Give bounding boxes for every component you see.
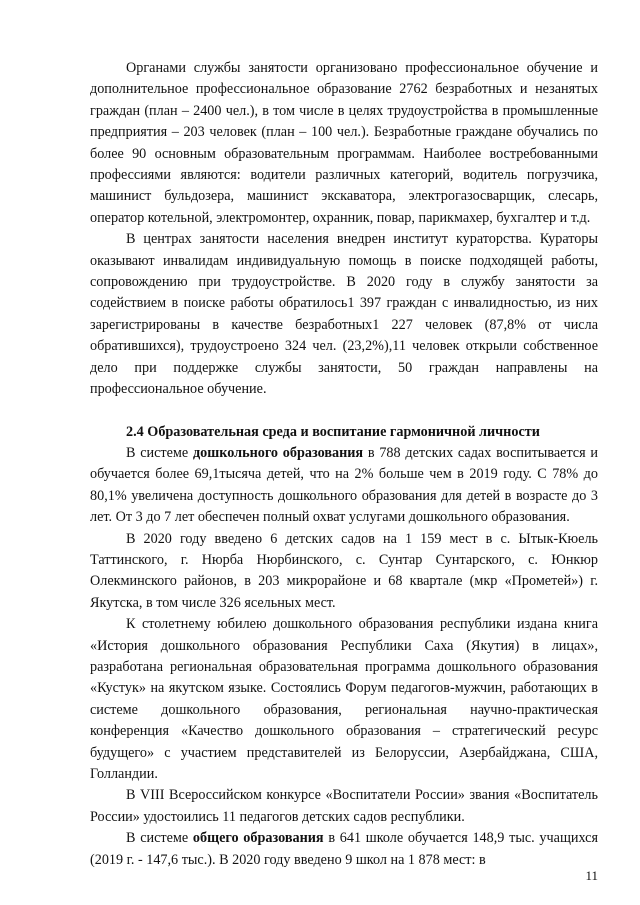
paragraph-employment-training: Органами службы занятости организовано профессиональное обучение и дополнительное профессиональное образование 2762 безработных и незанятых граждан (план – 2400 чел.), в том числе в целях трудоустройства в промышленные предприятия – 203 человек (план – 100 чел.). Безработные граждане обучались по более 90 основным образовательным программам. Наиболее востребованными профессиями являются: водители различных категорий, водитель погрузчика, машинист бульдозера, машинист экскаватора, электрогазосварщик, слесарь, оператор котельной, электромонтер, охранник, повар, парикмахер, бухгалтер и т.д. <box>90 60 598 226</box>
paragraph-jubilee: К столетнему юбилею дошкольного образования республики издана книга «История дошкольного образования Республики Саха (Якутия) в лицах», разработана региональная образовательная программа дошкольного образования «Кустук» на якутском языке. Состоялись Форум педагогов-мужчин, работающих в системе дошкольного образования, региональная научно-практическая конференция «Качество дошкольного образования – стратегический ресурс будущего» с участием представителей из Белоруссии, Азербайджана, США, Голландии. <box>90 616 598 782</box>
section-heading: 2.4 Образовательная среда и воспитание гармоничной личности <box>126 423 540 440</box>
general-bold-term: общего образования <box>192 830 324 847</box>
paragraph-new-kindergartens: В 2020 году введено 6 детских садов на 1 159 мест в с. Ытык-Кюель Таттинского, г. Нюрба Нюрбинского, с. Сунтар Сунтарского, с. Юнкюр Олекминского районов, в 203 микрорайоне и 68 квартале (мкр «Прометей») г. Якутска, в том числе 326 ясельных мест. <box>90 530 598 611</box>
preschool-lead: В системе <box>126 444 193 461</box>
paragraph-preschool <box>90 443 598 529</box>
page-number: 11 <box>585 868 598 883</box>
document-page <box>90 58 598 871</box>
general-lead: В системе <box>126 830 193 847</box>
paragraph-general-education <box>90 828 598 871</box>
paragraph-contest: В VIII Всероссийском конкурсе «Воспитатели России» звания «Воспитатель России» удостоились 11 педагогов детских садов республики. <box>90 787 598 825</box>
section-heading-wrapper <box>90 422 598 443</box>
preschool-rest: в 788 детских садах воспитывается и обучается более 69,1тысяча детей, что на 2% больше чем в 2019 году. С 78% до 80,1% увеличена доступность дошкольного образования для детей в возрасте до 3 лет. От 3 до 7 лет обеспечен полный охват услугами дошкольного образования. <box>90 444 598 526</box>
paragraph-curators: В центрах занятости населения внедрен институт кураторства. Кураторы оказывают инвалидам индивидуальную помощь в поиске подходящей работы, сопровождению при трудоустройстве. В 2020 году в службу занятости за содействием в поиске работы обратилось1 397 граждан с инвалидностью, из них зарегистрированы в качестве безработных1 227 человек (87,8% от числа обратившихся), трудоустроено 324 чел. (23,2%),11 человек открыли собственное дело при поддержке службы занятости, 50 граждан направлены на профессиональное обучение. <box>90 231 598 398</box>
general-rest: в 641 школе обучается 148,9 тыс. учащихся (2019 г. - 147,6 тыс.). В 2020 году введено 9 школ на 1 878 мест: в <box>90 830 598 868</box>
preschool-bold-term: дошкольного образования <box>192 444 364 461</box>
